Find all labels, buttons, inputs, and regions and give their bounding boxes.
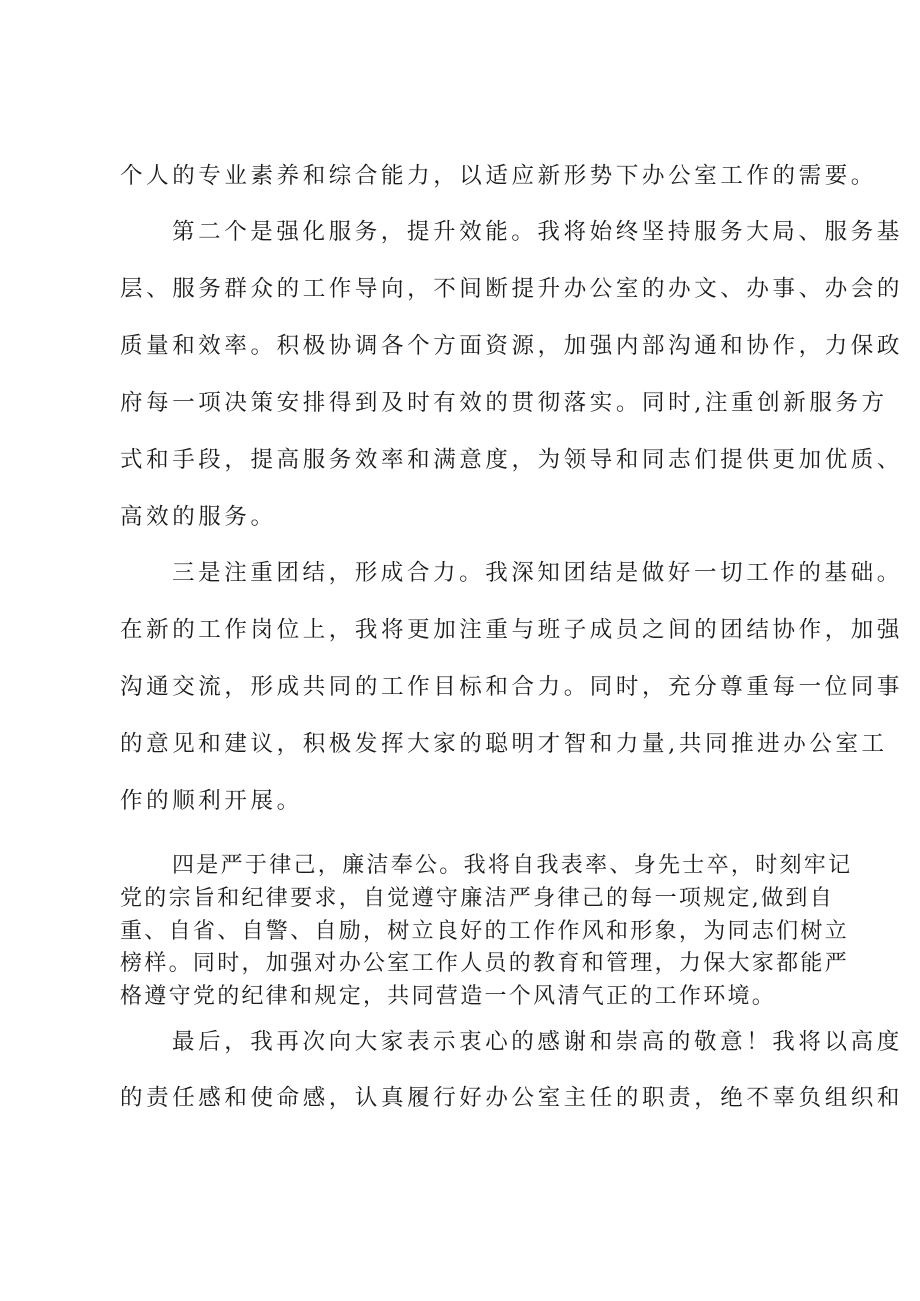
- text-line: 府每一项决策安排得到及时有效的贯彻落实。同时,注重创新服务方: [120, 390, 888, 416]
- text-line: 式和手段，提高服务效率和满意度，为领导和同志们提供更加优质、: [120, 447, 904, 473]
- text-line: 的意见和建议，积极发挥大家的聪明才智和力量,共同推进办公室工: [120, 731, 888, 757]
- text-line: 在新的工作岗位上，我将更加注重与班子成员之间的团结协作，加强: [120, 617, 904, 643]
- text-line: 党的宗旨和纪律要求，自觉遵守廉洁严身律己的每一项规定,做到自: [120, 886, 834, 911]
- paragraph-first-line: 四是严于律己，廉洁奉公。我将自我表率、身先士卒，时刻牢记: [172, 853, 853, 878]
- text-line: 沟通交流，形成共同的工作目标和合力。同时，充分尊重每一位同事: [120, 674, 904, 700]
- paragraph-first-line: 最后，我再次向大家表示衷心的感谢和崇高的敬意！我将以高度: [172, 1029, 903, 1055]
- text-line: 的责任感和使命感，认真履行好办公室主任的职责，绝不辜负组织和: [120, 1085, 904, 1111]
- text-line: 层、服务群众的工作导向，不间断提升办公室的办文、办事、办会的: [120, 276, 904, 302]
- text-line: 高效的服务。: [120, 504, 277, 530]
- text-line: 作的顺利开展。: [120, 788, 303, 814]
- paragraph-first-line: 第二个是强化服务，提升效能。我将始终坚持服务大局、服务基: [172, 219, 903, 245]
- text-line: 重、自省、自警、自励，树立良好的工作作风和形象，为同志们树立: [120, 919, 850, 944]
- text-line: 格遵守党的纪律和规定，共同营造一个风清气正的工作环境。: [120, 984, 777, 1009]
- text-line: 个人的专业素养和综合能力，以适应新形势下办公室工作的需要。: [120, 163, 877, 189]
- paragraph-first-line: 三是注重团结，形成合力。我深知团结是做好一切工作的基础。: [172, 560, 903, 586]
- text-line: 榜样。同时，加强对办公室工作人员的教育和管理，力保大家都能严: [120, 951, 850, 976]
- text-line: 质量和效率。积极协调各个方面资源，加强内部沟通和协作，力保政: [120, 333, 904, 359]
